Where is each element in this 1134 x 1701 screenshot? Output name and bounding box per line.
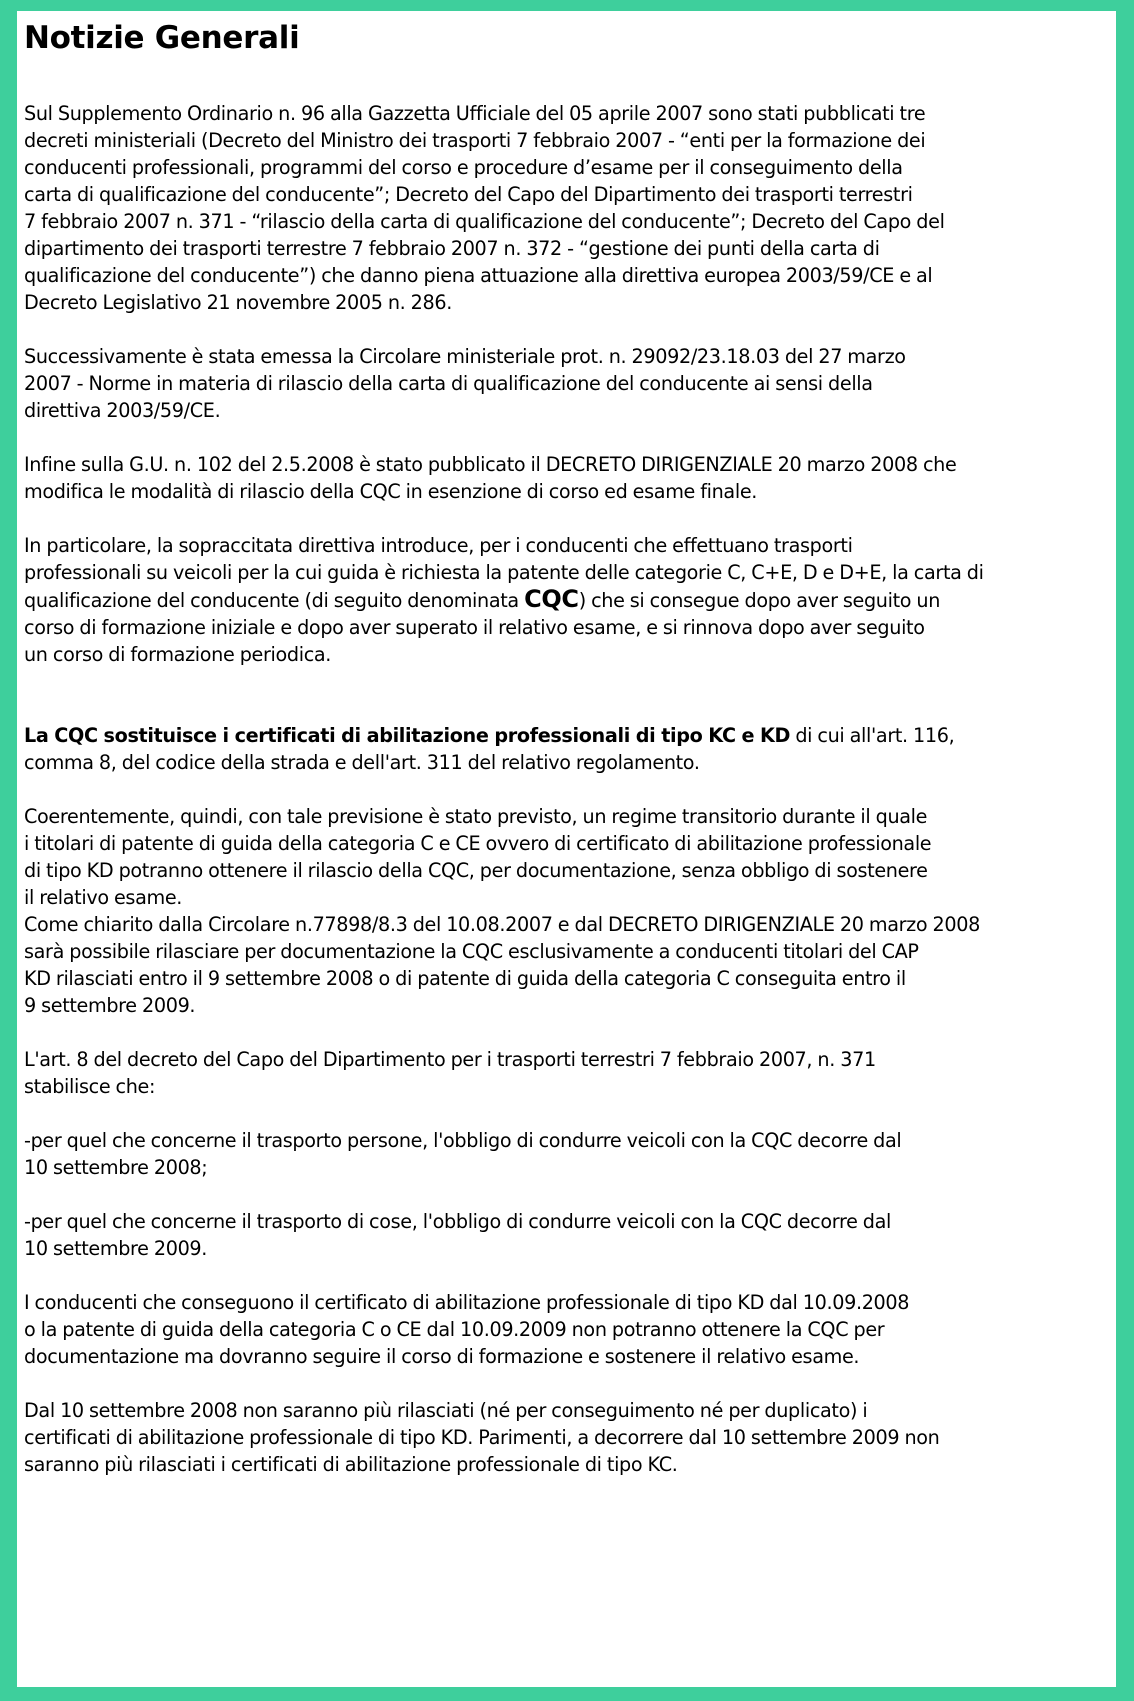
paragraph-direttiva-text-a: In particolare, la sopraccitata direttiva introduce, per i conducenti che effettuano trasporti professionali su veicoli per la cui guida è richiesta la patente delle categorie C, C+E, D e D+E, la carta di qualificazione del conducente (di seguito denominata <box>24 534 984 612</box>
paragraph-circolare: Successivamente è stata emessa la Circolare ministeriale prot. n. 29092/23.18.03 del 27 marzo 2007 - Norme in materia di rilascio della carta di qualificazione del conducente ai sensi della direttiva 2003/59/CE. <box>24 345 906 422</box>
paragraph-decrees: Sul Supplemento Ordinario n. 96 alla Gazzetta Ufficiale del 05 aprile 2007 sono stati pubblicati tre decreti ministeriali (Decreto del Ministro dei trasporti 7 febbraio 2007 - “enti per la formazione dei conducenti professionali, programmi del corso e procedure d’esame per il conseguimento della carta di qualificazione del conducente”; Decreto del Capo del Dipartimento dei trasporti terrestri 7 febbraio 2007 n. 371 - “rilascio della carta di qualificazione del conducente”; Decreto del Capo del dipartimento dei trasporti terrestre 7 febbraio 2007 n. 372 - “gestione dei punti della carta di qualificazione del conducente”) che danno piena attuazione alla direttiva europea 2003/59/CE e al Decreto Legislativo 21 novembre 2005 n. 286. <box>24 102 945 314</box>
paragraph-sostituisce-rest: di cui all'art. 116, comma 8, del codice della strada e dell'art. 311 del relativo regolamento. <box>24 724 955 774</box>
paragraph-conducenti: I conducenti che conseguono il certificato di abilitazione professionale di tipo KD dal 10.09.2008 o la patente di guida della categoria C o CE dal 10.09.2009 non potranno ottenere la CQC per documentazione ma dovranno seguire il corso di formazione e sostenere il relativo esame. <box>24 1291 910 1368</box>
content-panel <box>17 11 1116 1687</box>
paragraph-gu: Infine sulla G.U. n. 102 del 2.5.2008 è stato pubblicato il DECRETO DIRIGENZIALE 20 marzo 2008 che modifica le modalità di rilascio della CQC in esenzione di corso ed esame finale. <box>24 453 957 503</box>
page-title: Notizie Generali <box>24 20 300 56</box>
paragraph-sostituisce <box>24 722 1110 776</box>
paragraph-rilasci: Dal 10 settembre 2008 non saranno più rilasciati (né per conseguimento né per duplicato) i certificati di abilitazione professionale di tipo KD. Parimenti, a decorrere dal 10 settembre 2009 non saranno più rilasciati i certificati di abilitazione professionale di tipo KC. <box>24 1399 940 1476</box>
paragraph-trasporto-cose: -per quel che concerne il trasporto di cose, l'obbligo di condurre veicoli con la CQC decorre dal 10 settembre 2009. <box>24 1210 891 1260</box>
paragraph-art8: L'art. 8 del decreto del Capo del Dipartimento per i trasporti terrestri 7 febbraio 2007, n. 371 stabilisce che: <box>24 1048 876 1098</box>
cqc-acronym: CQC <box>524 585 579 613</box>
paragraph-trasporto-persone: -per quel che concerne il trasporto persone, l'obbligo di condurre veicoli con la CQC decorre dal 10 settembre 2008; <box>24 1129 902 1179</box>
paragraph-direttiva-text-b: ) che si consegue dopo aver seguito un corso di formazione iniziale e dopo aver superato il relativo esame, e si rinnova dopo aver seguito un corso di formazione periodica. <box>24 589 941 666</box>
paragraph-regime-transitorio: Coerentemente, quindi, con tale previsione è stato previsto, un regime transitorio durante il quale i titolari di patente di guida della categoria C e CE ovvero di certificato di abilitazione professionale di tipo KD potranno ottenere il rilascio della CQC, per documentazione, senza obbligo di sostenere il relativo esame. Come chiarito dalla Circolare n.77898/8.3 del 10.08.2007 e dal DECRETO DIRIGENZIALE 20 marzo 2008 sarà possibile rilasciare per documentazione la CQC esclusivamente a conducenti titolari del CAP KD rilasciati entro il 9 settembre 2008 o di patente di guida della categoria C conseguita entro il 9 settembre 2009. <box>24 805 980 1017</box>
paragraph-sostituisce-bold: La CQC sostituisce i certificati di abilitazione professionali di tipo KC e KD <box>24 724 791 747</box>
paragraph-direttiva <box>24 532 1110 668</box>
